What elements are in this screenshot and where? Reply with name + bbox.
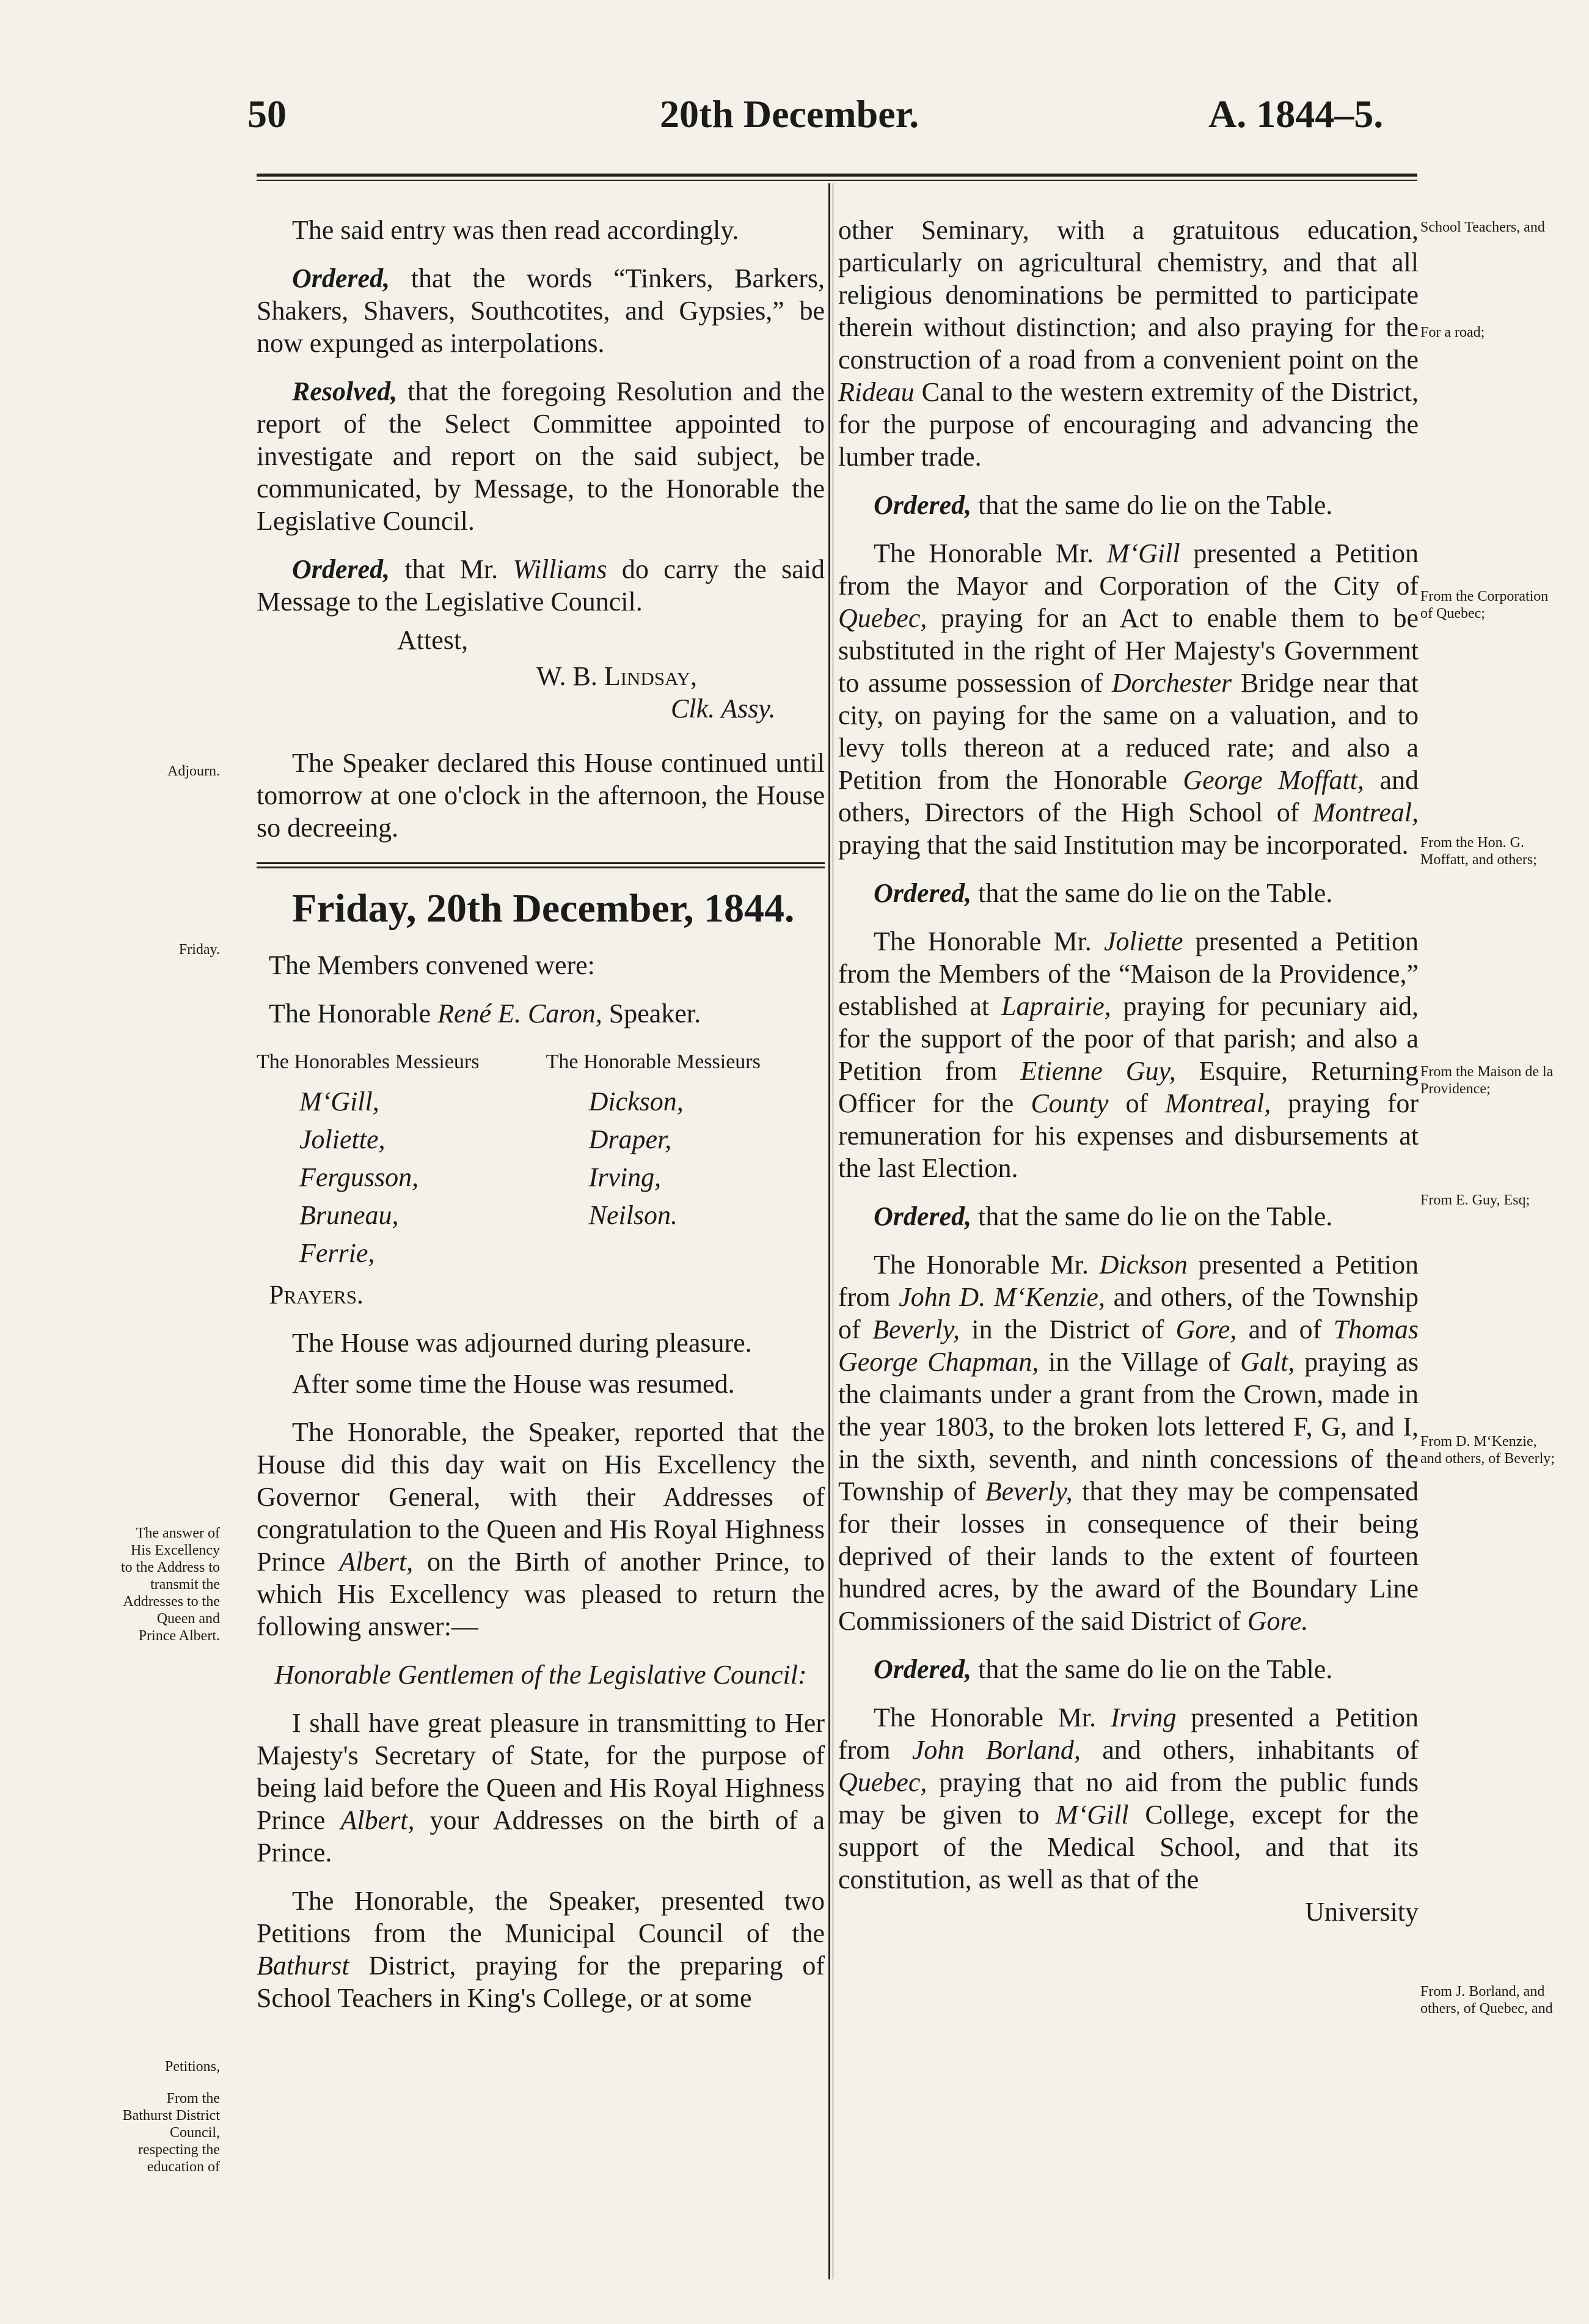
- margin-note-road: For a road;: [1420, 324, 1485, 340]
- day-title: Friday, 20th December, 1844.: [292, 886, 795, 931]
- section-rule: [257, 862, 825, 868]
- member-name: Irving,: [588, 1162, 662, 1192]
- paragraph: Ordered, that the words “Tinkers, Barkers, Shakers, Shavers, Southcotites, and Gypsies,” be now expunged as interpolations.: [257, 263, 825, 358]
- paragraph-petitions: The Honorable, the Speaker, presented two Petitions from the Municipal Council of the Bathurst District, praying for the preparing of School Teachers in King's College, or at some: [257, 1886, 825, 2013]
- attest: Attest,: [397, 625, 469, 655]
- margin-note-quebec: From the Corporation of Quebec;: [1420, 588, 1549, 621]
- paragraph-petition-quebec: The Honorable Mr. M‘Gill presented a Petition from the Mayor and Corporation of the City of Quebec, praying for an Act to enable them to be substituted in the right of Her Majesty's Government to assume possession of Dorchester Bridge near that city, on paying for the same on a valuation, and to levy tolls thereon at a reduced rate; and also a Petition from the Honorable George Moffatt, and others, Directors of the High School of Montreal, praying that the said Institution may be incorporated.: [838, 538, 1419, 860]
- right-column: [838, 214, 1419, 1944]
- signer-name: W. B. Lindsay,: [536, 661, 697, 691]
- margin-note-guy: From E. Guy, Esq;: [1420, 1192, 1530, 1208]
- paragraph: After some time the House was resumed.: [292, 1369, 735, 1399]
- ordered-line: Ordered, that the same do lie on the Table.: [874, 1201, 1333, 1231]
- paragraph-answer: The Honorable, the Speaker, reported that the House did this day wait on His Excellency the Governor General, with their Addresses of congratulation to the Queen and His Royal Highness Prince Albert, on the Birth of another Prince, to which His Excellency was pleased to return the following answer:—: [257, 1417, 825, 1641]
- margin-note-friday: Friday.: [178, 942, 220, 958]
- paragraph-reply: I shall have great pleasure in transmitting to Her Majesty's Secretary of State, for the purpose of being laid before the Queen and His Royal Highness Prince Albert, your Addresses on the birth of a Prince.: [257, 1708, 825, 1868]
- margin-note-petitions: Petitions,: [164, 2059, 220, 2075]
- members-table: [257, 1046, 825, 1272]
- paragraph: The House was adjourned during pleasure.: [292, 1328, 752, 1358]
- paragraph-petition-providence: The Honorable Mr. Joliette presented a Petition from the Members of the “Maison de la Providence,” established at Laprairie, praying for pecuniary aid, for the support of the poor of that parish; and also a Petition from Etienne Guy, Esquire, Returning Officer for the County of Montreal, praying for remuneration for his expenses and disbursements at the last Election.: [838, 926, 1419, 1183]
- member-name: M‘Gill,: [299, 1087, 379, 1116]
- paragraph: The said entry was then read accordingly.: [292, 215, 739, 245]
- margin-note-bathurst: From the Bathurst District Council, respecting the education of: [122, 2091, 220, 2175]
- catchword: University: [1305, 1897, 1419, 1927]
- member-name: Fergusson,: [299, 1162, 419, 1192]
- header-rule-top: [257, 174, 1417, 177]
- header-rule-bottom: [257, 180, 1417, 181]
- member-name: Draper,: [588, 1124, 672, 1154]
- column-divider: [828, 183, 830, 2279]
- member-name: Ferrie,: [299, 1238, 375, 1268]
- members-heading-1: The Honorables Messieurs: [257, 1050, 480, 1073]
- margin-note-providence: From the Maison de la Providence;: [1420, 1064, 1554, 1097]
- ordered-line: Ordered, that the same do lie on the Table.: [874, 878, 1333, 908]
- member-name: Neilson.: [588, 1200, 678, 1230]
- margin-note-school-teachers: School Teachers, and: [1420, 219, 1545, 235]
- paragraph-continued: other Seminary, with a gratuitous education, particularly on agricultural chemistry, and that all religious denominations be permitted to participate therein without distinction; and also praying for the construction of a road from a convenient point on the Rideau Canal to the western extremity of the District, for the purpose of encouraging and advancing the lumber trade.: [838, 215, 1419, 472]
- ordered-line: Ordered, that the same do lie on the Table.: [874, 1654, 1333, 1684]
- paragraph-petition-borland: The Honorable Mr. Irving presented a Petition from John Borland, and others, inhabitants of Quebec, praying that no aid from the public funds may be given to M‘Gill College, except for the support of the Medical School, and that its constitution, as well as that of the: [838, 1703, 1419, 1894]
- speaker-line: The Honorable René E. Caron, Speaker.: [269, 999, 701, 1028]
- prayers: Prayers.: [269, 1280, 363, 1310]
- paragraph-petition-beverly: The Honorable Mr. Dickson presented a Petition from John D. M‘Kenzie, and others, of the Township of Beverly, in the District of Gore, and of Thomas George Chapman, in the Village of Galt, praying as the claimants under a grant from the Crown, made in the year 1803, to the broken lots lettered F, G, and I, in the sixth, seventh, and ninth concessions of the Township of Beverly, that they may be compensated for their losses in consequence of their being deprived of their lands to the extent of fourteen hundred acres, by the award of the Boundary Line Commissioners of the said District of Gore.: [838, 1250, 1419, 1636]
- members-heading-2: The Honorable Messieurs: [546, 1050, 761, 1073]
- left-column: [257, 214, 825, 2030]
- margin-note-adjourn: Adjourn.: [167, 763, 220, 779]
- paragraph: Resolved, that the foregoing Resolution and the report of the Select Committee appointed to investigate and report on the said subject, be communicated, by Message, to the Honorable the Legislative Council.: [257, 376, 825, 536]
- member-name: Dickson,: [588, 1087, 684, 1116]
- member-name: Joliette,: [299, 1124, 385, 1154]
- margin-note-moffatt: From the Hon. G. Moffatt, and others;: [1420, 835, 1537, 868]
- paragraph-adjourn: The Speaker declared this House continued until tomorrow at one o'clock in the afternoon, the House so decreeing.: [257, 748, 825, 843]
- address-heading: Honorable Gentlemen of the Legislative Council:: [274, 1660, 807, 1690]
- header-date: 20th December.: [660, 92, 919, 136]
- paragraph: Ordered, that Mr. Williams do carry the said Message to the Legislative Council.: [257, 554, 825, 617]
- signer-title: Clk. Assy.: [671, 694, 776, 724]
- margin-note-answer: The answer of His Excellency to the Address to transmit the Addresses to the Queen and Prince Albert.: [121, 1525, 220, 1644]
- margin-note-borland: From J. Borland, and others, of Quebec, and: [1420, 1984, 1553, 2017]
- header-session: A. 1844–5.: [1208, 92, 1384, 136]
- page-number: 50: [247, 92, 287, 136]
- convened: The Members convened were:: [269, 950, 595, 980]
- margin-note-mkenzie: From D. M‘Kenzie, and others, of Beverly;: [1420, 1434, 1555, 1467]
- member-name: Bruneau,: [299, 1200, 399, 1230]
- ordered-line: Ordered, that the same do lie on the Table.: [874, 490, 1333, 520]
